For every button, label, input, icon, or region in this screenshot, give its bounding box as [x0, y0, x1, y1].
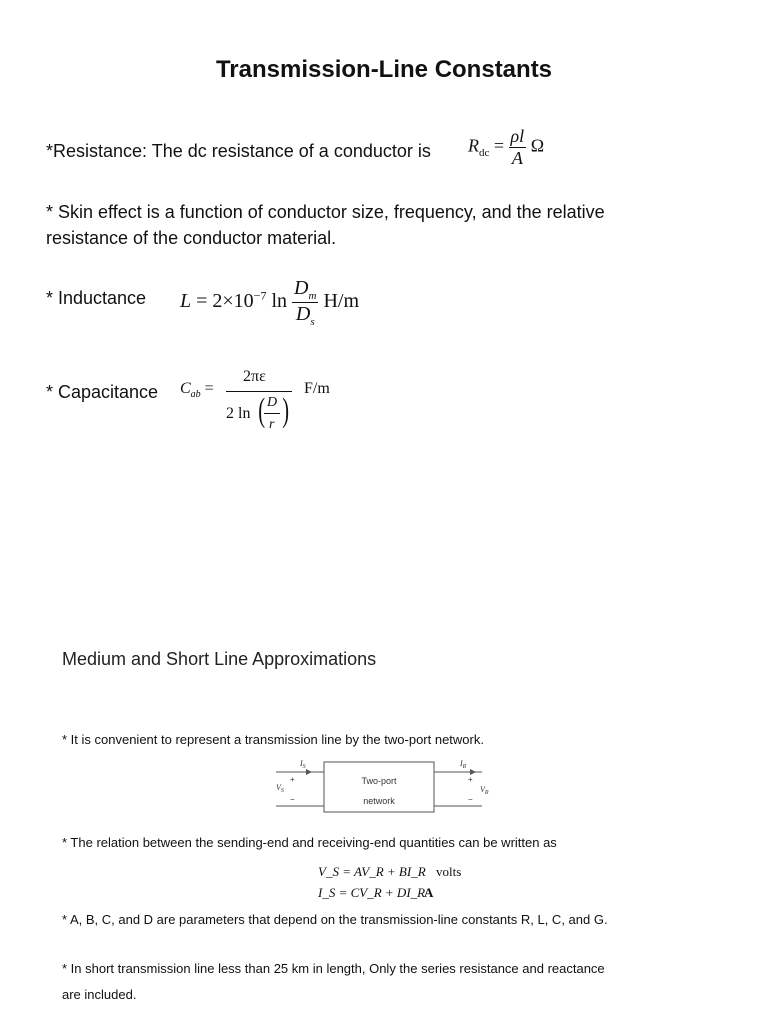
box-label-line2: network	[363, 796, 395, 806]
inductance-denominator	[292, 303, 318, 328]
resistance-numerator: ρl	[510, 126, 525, 146]
vs-label-sub: S	[280, 788, 284, 794]
paragraph-short-line-1: * In short transmission line less than 25 km in length, Only the series resistance and reactance	[62, 961, 605, 976]
inductance-ln: ln	[271, 290, 288, 313]
ir-label	[459, 759, 467, 770]
capacitance-right-paren: )	[282, 392, 290, 429]
equation-vs-unit: volts	[436, 864, 462, 879]
is-label	[299, 759, 306, 770]
inductance-numerator	[292, 277, 318, 303]
resistance-fraction	[509, 126, 527, 169]
inductance-expr: = 2×10	[196, 290, 254, 313]
ir-label-sub: R	[462, 764, 467, 770]
vs-minus: −	[290, 795, 295, 804]
capacitance-equals: =	[204, 380, 214, 397]
ir-label-main: I	[460, 759, 463, 768]
equation-is: I_S = CV_R + DI_R	[318, 885, 426, 900]
resistance-text: *Resistance: The dc resistance of a conductor is	[46, 141, 431, 161]
vr-label-main: V	[480, 785, 485, 794]
box-label-line1: Two-port	[361, 776, 397, 786]
skin-effect-line2: resistance of the conductor material.	[46, 228, 337, 248]
inductance-exponent: −7	[253, 288, 267, 303]
vr-label-sub: R	[484, 790, 489, 796]
inductance-unit: H/m	[323, 290, 359, 313]
equation-is-unit: A	[424, 885, 434, 900]
vs-plus: +	[290, 775, 295, 784]
inductance-lhs: L	[180, 290, 192, 313]
vr-label	[480, 785, 489, 796]
capacitance-numerator: 2πε	[243, 368, 266, 385]
resistance-equals: =	[493, 135, 505, 156]
resistance-formula	[468, 126, 544, 169]
capacitance-left-paren: (	[258, 392, 266, 429]
vr-plus: +	[468, 775, 473, 784]
capacitance-den-prefix: 2 ln	[226, 405, 251, 422]
is-label-main: I	[300, 759, 303, 768]
capacitance-unit: F/m	[304, 380, 330, 397]
resistance-unit: Ω	[530, 135, 545, 156]
capacitance-inner-num: D	[267, 395, 278, 410]
paragraph-parameters: * A, B, C, and D are parameters that depend on the transmission-line constants R, L, C, and G.	[62, 912, 608, 927]
two-port-diagram	[270, 754, 500, 824]
inductance-fraction	[292, 277, 318, 328]
resistance-lhs-sub: dc	[479, 147, 490, 160]
skin-effect-line1: * Skin effect is a function of conductor size, frequency, and the relative	[46, 202, 605, 222]
capacitance-inner-den: r	[269, 417, 275, 432]
section-heading: Medium and Short Line Approximations	[62, 649, 377, 669]
resistance-lhs: R	[468, 135, 479, 156]
paragraph-two-port: * It is convenient to represent a transmission line by the two-port network.	[62, 732, 484, 747]
capacitance-label: * Capacitance	[46, 382, 159, 402]
is-label-sub: S	[302, 764, 306, 770]
inductance-den-sub: s	[310, 316, 315, 328]
equation-vs: V_S = AV_R + BI_R	[318, 864, 426, 879]
vs-label	[276, 783, 284, 794]
left-current-arrow	[306, 769, 312, 775]
capacitance-lhs-group	[180, 380, 214, 400]
inductance-num-sub: m	[308, 290, 317, 302]
page-title: Transmission-Line Constants	[215, 56, 553, 83]
capacitance-lhs: C	[180, 380, 191, 397]
inductance-label: * Inductance	[46, 288, 147, 308]
vr-minus: −	[468, 795, 473, 804]
resistance-denominator: A	[511, 148, 523, 168]
capacitance-lhs-sub: ab	[190, 389, 201, 401]
vs-label-main: V	[276, 783, 281, 792]
inductance-num-main: D	[294, 277, 309, 299]
inductance-den-main: D	[295, 303, 311, 325]
paragraph-short-line-2: are included.	[62, 987, 137, 1002]
resistance-line	[46, 138, 431, 164]
paragraph-relation: * The relation between the sending-end and receiving-end quantities can be written as	[62, 835, 557, 850]
inductance-formula	[180, 277, 359, 328]
capacitance-inner-bar	[264, 413, 280, 414]
